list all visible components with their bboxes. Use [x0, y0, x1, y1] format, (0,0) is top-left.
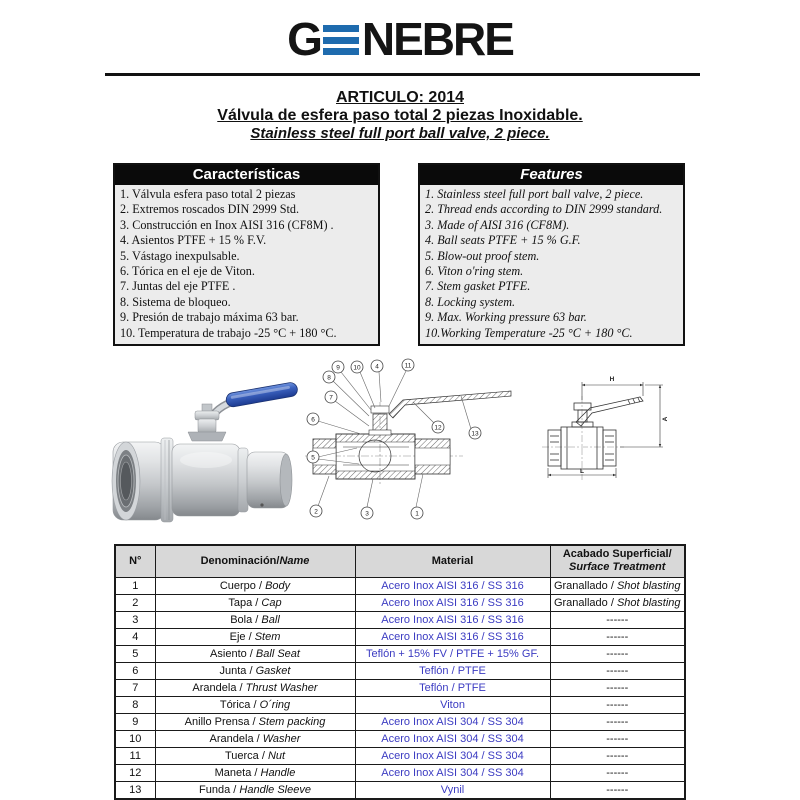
callout-3	[361, 507, 373, 519]
list-item: 8. Locking system.	[425, 294, 516, 309]
list-item: 4. Asientos PTFE + 15 % F.V.	[120, 233, 267, 248]
callout-1	[411, 507, 423, 519]
part-name: Cuerpo / Body	[155, 577, 355, 594]
caracteristicas-box	[113, 163, 380, 346]
part-number: 9	[115, 713, 155, 730]
part-number: 12	[115, 764, 155, 781]
svg-text:6: 6	[311, 416, 315, 424]
product-photo	[110, 368, 300, 523]
part-name: Eje / Stem	[155, 628, 355, 645]
callout-6	[307, 413, 319, 425]
part-treatment: ------	[550, 747, 685, 764]
svg-text:5: 5	[311, 454, 315, 462]
part-number: 4	[115, 628, 155, 645]
part-number: 3	[115, 611, 155, 628]
exploded-view-diagram	[303, 354, 518, 526]
part-treatment: ------	[550, 628, 685, 645]
part-material: Viton	[355, 696, 550, 713]
part-material: Acero Inox AISI 304 / SS 304	[355, 713, 550, 730]
table-row	[115, 679, 685, 696]
part-material: Acero Inox AISI 304 / SS 304	[355, 764, 550, 781]
list-item: 2. Extremos roscados DIN 2999 Std.	[120, 202, 300, 217]
product-title-es: Válvula de esfera paso total 2 piezas Inoxidable.	[217, 107, 583, 124]
part-number: 2	[115, 594, 155, 611]
callout-12	[432, 421, 444, 433]
svg-text:13: 13	[471, 430, 479, 438]
table-row	[115, 747, 685, 764]
part-treatment: ------	[550, 781, 685, 799]
col-header-number: N°	[115, 545, 155, 577]
part-material: Teflón / PTFE	[355, 679, 550, 696]
part-treatment: ------	[550, 662, 685, 679]
col-header-finish: Acabado Superficial/ Surface Treatment	[550, 545, 685, 577]
part-name: Maneta / Handle	[155, 764, 355, 781]
table-row	[115, 611, 685, 628]
table-row	[115, 713, 685, 730]
svg-text:9: 9	[336, 364, 340, 372]
dim-h-label: H	[609, 376, 615, 384]
part-treatment: Granallado / Shot blasting	[550, 577, 685, 594]
list-item: 6. Viton o'ring stem.	[425, 264, 524, 279]
list-item: 5. Vástago inexpulsable.	[120, 248, 240, 263]
svg-text:10: 10	[353, 364, 361, 372]
part-treatment: ------	[550, 611, 685, 628]
list-item: 6. Tórica en el eje de Viton.	[120, 264, 255, 279]
logo-letters: NEBRE	[361, 13, 513, 65]
callout-4	[371, 360, 383, 372]
svg-text:11: 11	[404, 362, 412, 370]
table-header-row	[115, 545, 685, 577]
list-item: 7. Stem gasket PTFE.	[425, 279, 531, 294]
part-number: 10	[115, 730, 155, 747]
svg-text:1: 1	[415, 510, 419, 518]
dimension-drawing	[540, 370, 675, 482]
part-material: Acero Inox AISI 316 / SS 316	[355, 594, 550, 611]
part-material: Teflón + 15% FV / PTFE + 15% GF.	[355, 645, 550, 662]
part-treatment: ------	[550, 645, 685, 662]
dim-a-label: A	[662, 416, 669, 422]
list-item: 2. Thread ends according to DIN 2999 standard.	[425, 202, 663, 217]
parts-table	[114, 544, 686, 800]
list-item: 4. Ball seats PTFE + 15 % G.F.	[425, 233, 581, 248]
svg-text:7: 7	[329, 394, 333, 402]
callout-7	[325, 391, 337, 403]
part-treatment: ------	[550, 679, 685, 696]
part-treatment: ------	[550, 730, 685, 747]
part-treatment: Granallado / Shot blasting	[550, 594, 685, 611]
features-box	[418, 163, 685, 346]
part-name: Tapa / Cap	[155, 594, 355, 611]
part-material: Acero Inox AISI 316 / SS 316	[355, 628, 550, 645]
part-name: Anillo Prensa / Stem packing	[155, 713, 355, 730]
part-name: Asiento / Ball Seat	[155, 645, 355, 662]
table-row	[115, 781, 685, 799]
table-row	[115, 764, 685, 781]
part-material: Acero Inox AISI 304 / SS 304	[355, 730, 550, 747]
header-divider	[105, 73, 700, 76]
part-material: Teflón / PTFE	[355, 662, 550, 679]
title-block	[0, 89, 800, 143]
callout-11	[402, 359, 414, 371]
table-row	[115, 662, 685, 679]
part-number: 13	[115, 781, 155, 799]
feature-boxes	[113, 163, 685, 346]
callout-9	[332, 361, 344, 373]
part-treatment: ------	[550, 764, 685, 781]
part-name: Tórica / O´ring	[155, 696, 355, 713]
callout-10	[351, 361, 363, 373]
list-item: 3. Construcción en Inox AISI 316 (CF8M) .	[120, 217, 334, 232]
part-number: 8	[115, 696, 155, 713]
caracteristicas-list	[115, 185, 378, 344]
dim-l-label: L	[580, 468, 584, 476]
part-name: Junta / Gasket	[155, 662, 355, 679]
logo-e-bars-icon	[323, 25, 359, 55]
part-material: Acero Inox AISI 304 / SS 304	[355, 747, 550, 764]
part-name: Bola / Ball	[155, 611, 355, 628]
header	[0, 0, 800, 66]
part-treatment: ------	[550, 696, 685, 713]
caracteristicas-header: Características	[115, 165, 378, 185]
product-title-en: Stainless steel full port ball valve, 2 piece.	[250, 125, 550, 142]
table-row	[115, 628, 685, 645]
table-row	[115, 594, 685, 611]
list-item: 7. Juntas del eje PTFE .	[120, 279, 236, 294]
col-header-name: Denominación/Name	[155, 545, 355, 577]
article-number: ARTICULO: 2014	[335, 89, 465, 106]
list-item: 1. Válvula esfera paso total 2 piezas	[120, 187, 296, 201]
table-row	[115, 696, 685, 713]
svg-text:2: 2	[314, 508, 318, 516]
part-number: 5	[115, 645, 155, 662]
table-row	[115, 645, 685, 662]
part-number: 1	[115, 577, 155, 594]
part-material: Vynil	[355, 781, 550, 799]
callout-8	[323, 371, 335, 383]
part-number: 6	[115, 662, 155, 679]
list-item: 9. Presión de trabajo máxima 63 bar.	[120, 310, 299, 325]
part-material: Acero Inox AISI 316 / SS 316	[355, 611, 550, 628]
part-name: Arandela / Thrust Washer	[155, 679, 355, 696]
genebre-logo	[287, 12, 513, 66]
svg-text:3: 3	[365, 510, 369, 518]
features-list	[420, 185, 683, 344]
table-row	[115, 577, 685, 594]
part-name: Funda / Handle Sleeve	[155, 781, 355, 799]
callout-13	[469, 427, 481, 439]
features-header: Features	[420, 165, 683, 185]
part-name: Arandela / Washer	[155, 730, 355, 747]
figures-row	[0, 348, 800, 536]
list-item: 5. Blow-out proof stem.	[425, 248, 540, 263]
list-item: 3. Made of AISI 316 (CF8M).	[425, 217, 570, 232]
part-material: Acero Inox AISI 316 / SS 316	[355, 577, 550, 594]
svg-text:8: 8	[327, 374, 331, 382]
logo-letter-g: G	[287, 13, 321, 65]
callout-2	[310, 505, 322, 517]
list-item: 1. Stainless steel full port ball valve, 2 piece.	[425, 187, 644, 201]
list-item: 10.Working Temperature -25 °C + 180 °C.	[425, 325, 633, 340]
svg-text:12: 12	[434, 424, 442, 432]
callout-5	[307, 451, 319, 463]
svg-text:4: 4	[375, 363, 379, 371]
list-item: 9. Max. Working pressure 63 bar.	[425, 310, 587, 325]
table-row	[115, 730, 685, 747]
list-item: 10. Temperatura de trabajo -25 °C + 180 °C.	[120, 325, 337, 340]
part-name: Tuerca / Nut	[155, 747, 355, 764]
part-number: 11	[115, 747, 155, 764]
list-item: 8. Sistema de bloqueo.	[120, 294, 231, 309]
part-number: 7	[115, 679, 155, 696]
part-treatment: ------	[550, 713, 685, 730]
col-header-material: Material	[355, 545, 550, 577]
